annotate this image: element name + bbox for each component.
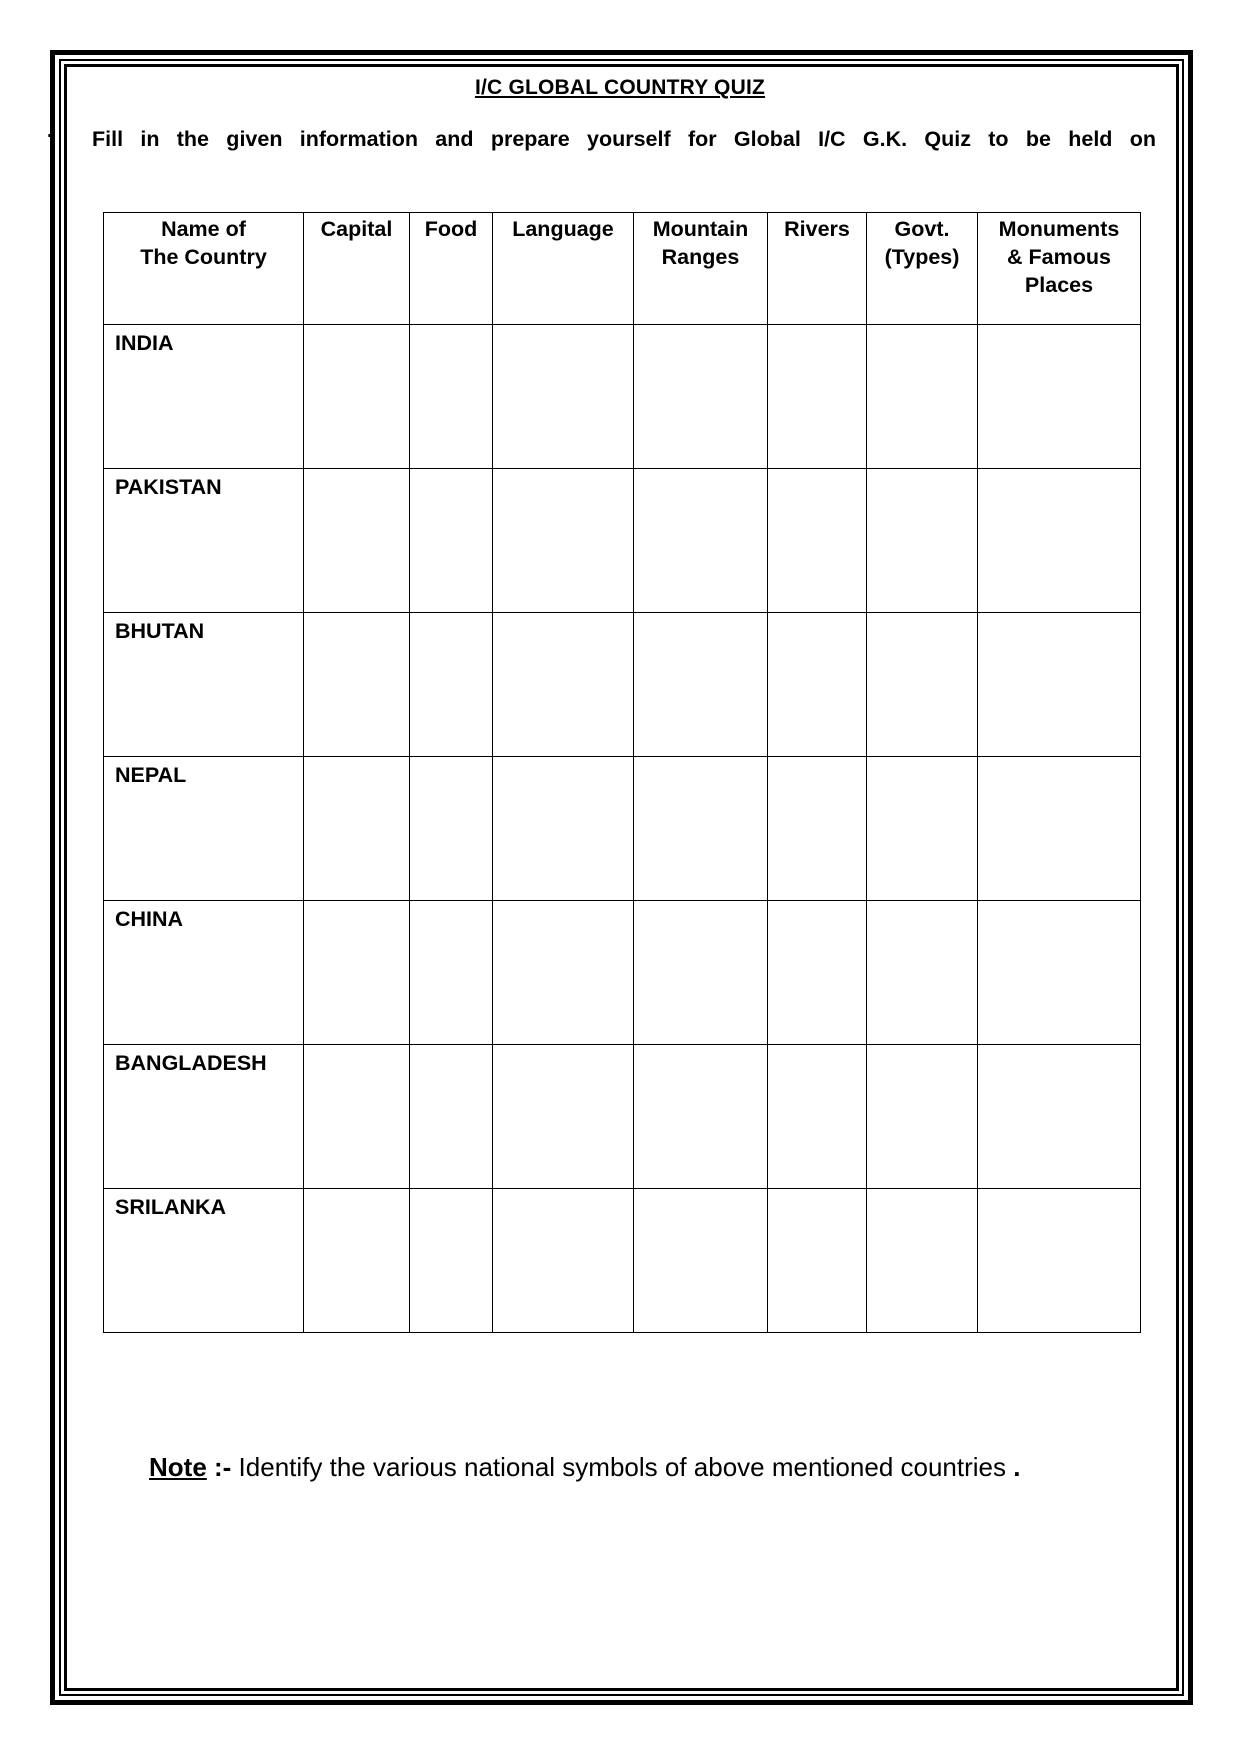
note-separator: :- xyxy=(206,1452,232,1482)
instruction-text: Fill in the given information and prepare yourself for Global I/C G.K. Quiz to be held on xyxy=(92,127,1156,151)
stray-mark: . xyxy=(47,120,53,142)
note-text: Identify the various national symbols of above mentioned countries xyxy=(231,1452,1006,1482)
answer-cell-food[interactable] xyxy=(410,613,493,757)
answer-cell-monuments[interactable] xyxy=(978,325,1141,469)
answer-cell-language[interactable] xyxy=(493,901,634,1045)
country-cell: NEPAL xyxy=(104,757,304,901)
answer-cell-capital[interactable] xyxy=(304,901,410,1045)
answer-cell-monuments[interactable] xyxy=(978,1189,1141,1333)
answer-cell-mountain-ranges[interactable] xyxy=(634,469,768,613)
answer-cell-mountain-ranges[interactable] xyxy=(634,901,768,1045)
answer-cell-food[interactable] xyxy=(410,325,493,469)
answer-cell-food[interactable] xyxy=(410,469,493,613)
answer-cell-rivers[interactable] xyxy=(768,901,867,1045)
table-header-row xyxy=(104,213,1141,325)
answer-cell-capital[interactable] xyxy=(304,1189,410,1333)
answer-cell-language[interactable] xyxy=(493,613,634,757)
answer-cell-rivers[interactable] xyxy=(768,757,867,901)
note xyxy=(149,1452,1020,1483)
answer-cell-capital[interactable] xyxy=(304,613,410,757)
answer-cell-language[interactable] xyxy=(493,757,634,901)
answer-cell-capital[interactable] xyxy=(304,469,410,613)
answer-cell-mountain-ranges[interactable] xyxy=(634,325,768,469)
answer-cell-capital[interactable] xyxy=(304,325,410,469)
answer-cell-language[interactable] xyxy=(493,325,634,469)
country-cell: CHINA xyxy=(104,901,304,1045)
answer-cell-rivers[interactable] xyxy=(768,469,867,613)
table-row xyxy=(104,613,1141,757)
answer-cell-govt[interactable] xyxy=(867,1189,978,1333)
table-row xyxy=(104,1189,1141,1333)
answer-cell-govt[interactable] xyxy=(867,613,978,757)
answer-cell-rivers[interactable] xyxy=(768,325,867,469)
answer-cell-govt[interactable] xyxy=(867,325,978,469)
answer-cell-food[interactable] xyxy=(410,757,493,901)
answer-cell-rivers[interactable] xyxy=(768,1045,867,1189)
header-food: Food xyxy=(410,213,493,325)
answer-cell-food[interactable] xyxy=(410,901,493,1045)
answer-cell-mountain-ranges[interactable] xyxy=(634,613,768,757)
header-govt-types: Govt. (Types) xyxy=(867,213,978,325)
answer-cell-monuments[interactable] xyxy=(978,1045,1141,1189)
answer-cell-food[interactable] xyxy=(410,1045,493,1189)
table-row xyxy=(104,325,1141,469)
answer-cell-mountain-ranges[interactable] xyxy=(634,1189,768,1333)
header-monuments: Monuments & Famous Places xyxy=(978,213,1141,325)
answer-cell-capital[interactable] xyxy=(304,757,410,901)
table-row xyxy=(104,901,1141,1045)
country-cell: PAKISTAN xyxy=(104,469,304,613)
answer-cell-govt[interactable] xyxy=(867,1045,978,1189)
answer-cell-rivers[interactable] xyxy=(768,1189,867,1333)
answer-cell-mountain-ranges[interactable] xyxy=(634,1045,768,1189)
header-rivers: Rivers xyxy=(768,213,867,325)
answer-cell-govt[interactable] xyxy=(867,901,978,1045)
header-country: Name of The Country xyxy=(104,213,304,325)
answer-cell-language[interactable] xyxy=(493,1045,634,1189)
answer-cell-food[interactable] xyxy=(410,1189,493,1333)
answer-cell-rivers[interactable] xyxy=(768,613,867,757)
header-mountain-ranges: Mountain Ranges xyxy=(634,213,768,325)
answer-cell-language[interactable] xyxy=(493,469,634,613)
country-cell: INDIA xyxy=(104,325,304,469)
answer-cell-govt[interactable] xyxy=(867,469,978,613)
answer-cell-mountain-ranges[interactable] xyxy=(634,757,768,901)
note-label: Note xyxy=(149,1452,207,1482)
answer-cell-monuments[interactable] xyxy=(978,613,1141,757)
answer-cell-capital[interactable] xyxy=(304,1045,410,1189)
note-end: . xyxy=(1006,1452,1021,1482)
country-cell: BHUTAN xyxy=(104,613,304,757)
country-cell: SRILANKA xyxy=(104,1189,304,1333)
country-cell: BANGLADESH xyxy=(104,1045,304,1189)
header-language: Language xyxy=(493,213,634,325)
answer-cell-language[interactable] xyxy=(493,1189,634,1333)
table-row xyxy=(104,1045,1141,1189)
answer-cell-monuments[interactable] xyxy=(978,469,1141,613)
table-row xyxy=(104,757,1141,901)
quiz-table xyxy=(103,212,1141,1333)
answer-cell-govt[interactable] xyxy=(867,757,978,901)
quiz-title: I/C GLOBAL COUNTRY QUIZ xyxy=(474,76,766,99)
table-row xyxy=(104,469,1141,613)
answer-cell-monuments[interactable] xyxy=(978,757,1141,901)
header-capital: Capital xyxy=(304,213,410,325)
answer-cell-monuments[interactable] xyxy=(978,901,1141,1045)
